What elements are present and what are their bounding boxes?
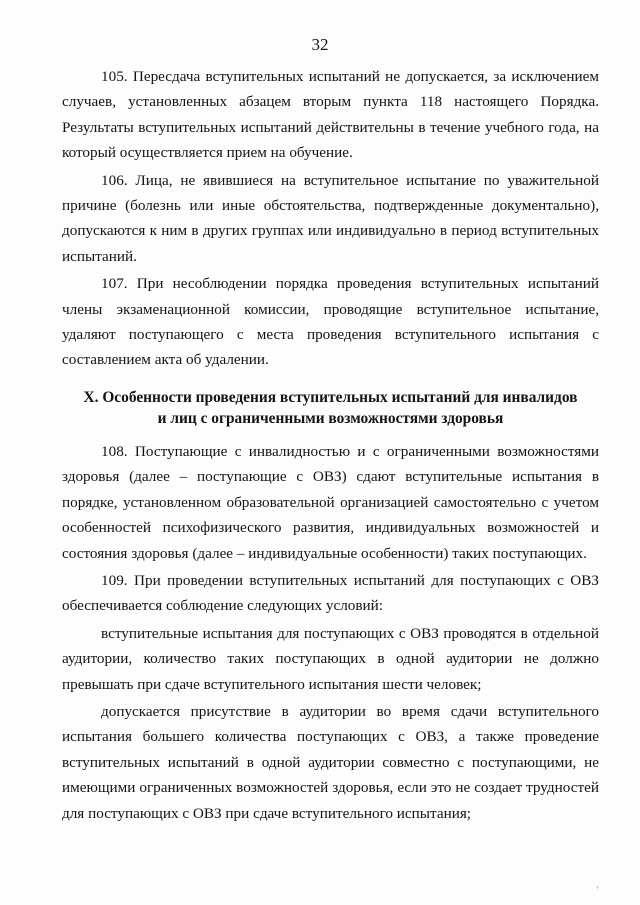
paragraph-106: 106. Лица, не явившиеся на вступительное испытание по уважительной причине (болезнь или иные обстоятельства, подтвержденные документально), допускаются к ним в других группах или индивидуально в период вступительных испытаний. [62,171,599,265]
section-heading-line-1: X. Особенности проведения вступительных испытаний для инвалидов [83,388,578,406]
paragraph-105: 105. Пересдача вступительных испытаний не допускается, за исключением случаев, установленных абзацем вторым пункта 118 настоящего Порядка. Результаты вступительных испытаний действительны в течение учебного года, на который осуществляется прием на обучение. [62,68,599,162]
paragraph-109: 109. При проведении вступительных испытаний для поступающих с ОВЗ обеспечивается соблюдение следующих условий: [62,571,599,615]
corner-mark: ' [597,885,599,895]
paragraph-108: 108. Поступающие с инвалидностью и с ограниченными возможностями здоровья (далее – поступающие с ОВЗ) сдают вступительные испытания в порядке, установленном образовательной организацией самостоятельно с учетом особенностей психофизического развития, индивидуальных возможностей и состояния здоровья (далее – индивидуальные особенности) таких поступающих. [62,442,599,562]
paragraph-107: 107. При несоблюдении порядка проведения вступительных испытаний члены экзаменационной комиссии, проводящие вступительное испытание, удаляют поступающего с места проведения вступительного испытания с составлением акта об удалении. [62,275,599,369]
page-number: 32 [311,35,329,54]
paragraph-109-condition-1: вступительные испытания для поступающих с ОВЗ проводятся в отдельной аудитории, количество таких поступающих в одной аудитории не должно превышать при сдаче вступительного испытания шести человек; [62,624,599,693]
section-heading [62,387,599,429]
document-body [62,64,599,826]
section-heading-line-2: и лиц с ограниченными возможностями здоровья [157,409,504,427]
paragraph-109-condition-2: допускается присутствие в аудитории во время сдачи вступительного испытания большего количества поступающих с ОВЗ, а также проведение вступительных испытаний в одной аудитории совместно с поступающими, не имеющими ограниченных возможностей здоровья, если это не создает трудностей для поступающих с ОВЗ при сдаче вступительного испытания; [62,702,599,822]
